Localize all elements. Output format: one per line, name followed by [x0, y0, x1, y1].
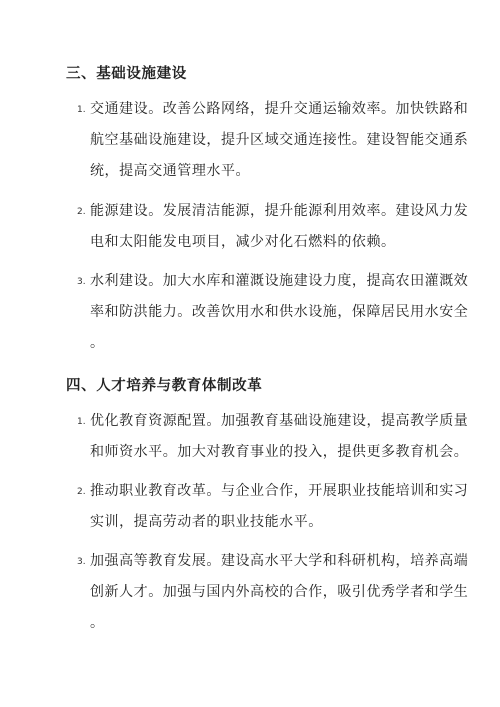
section-heading-infrastructure: 三、基础设施建设: [66, 65, 187, 82]
list-number: 1.: [77, 417, 86, 427]
paragraph-line: 和师资水平。加大对教育事业的投入，提供更多教育机会。: [90, 444, 469, 460]
list-number: 2.: [77, 207, 86, 217]
paragraph-line: 水利建设。加大水库和灌溉设施建设力度，提高农田灌溉效: [90, 273, 469, 289]
paragraph-line: 率和防洪能力。改善饮用水和供水设施，保障居民用水安全: [90, 304, 469, 320]
paragraph-line: 。: [90, 615, 105, 631]
paragraph-line: 统，提高交通管理水平。: [90, 163, 251, 179]
section-heading-education: 四、人才培养与教育体制改革: [66, 377, 263, 394]
paragraph-line: 优化教育资源配置。加强教育基础设施建设，提高教学质量: [90, 413, 469, 429]
paragraph-line: 电和太阳能发电项目，减少对化石燃料的依赖。: [90, 234, 396, 250]
paragraph-line: 创新人才。加强与国内外高校的合作，吸引优秀学者和学生: [90, 584, 469, 600]
list-number: 1.: [77, 105, 86, 115]
paragraph-line: 实训，提高劳动者的职业技能水平。: [90, 514, 323, 530]
paragraph-line: 。: [90, 335, 105, 351]
list-number: 3.: [77, 277, 86, 287]
paragraph-line: 能源建设。发展清洁能源，提升能源利用效率。建设风力发: [90, 203, 469, 219]
list-number: 2.: [77, 487, 86, 497]
paragraph-line: 加强高等教育发展。建设高水平大学和科研机构，培养高端: [90, 553, 469, 569]
paragraph-line: 交通建设。改善公路网络，提升交通运输效率。加快铁路和: [90, 101, 469, 117]
paragraph-line: 航空基础设施建设，提升区域交通连接性。建设智能交通系: [90, 132, 469, 148]
list-number: 3.: [77, 557, 86, 567]
paragraph-line: 推动职业教育改革。与企业合作，开展职业技能培训和实习: [90, 483, 469, 499]
